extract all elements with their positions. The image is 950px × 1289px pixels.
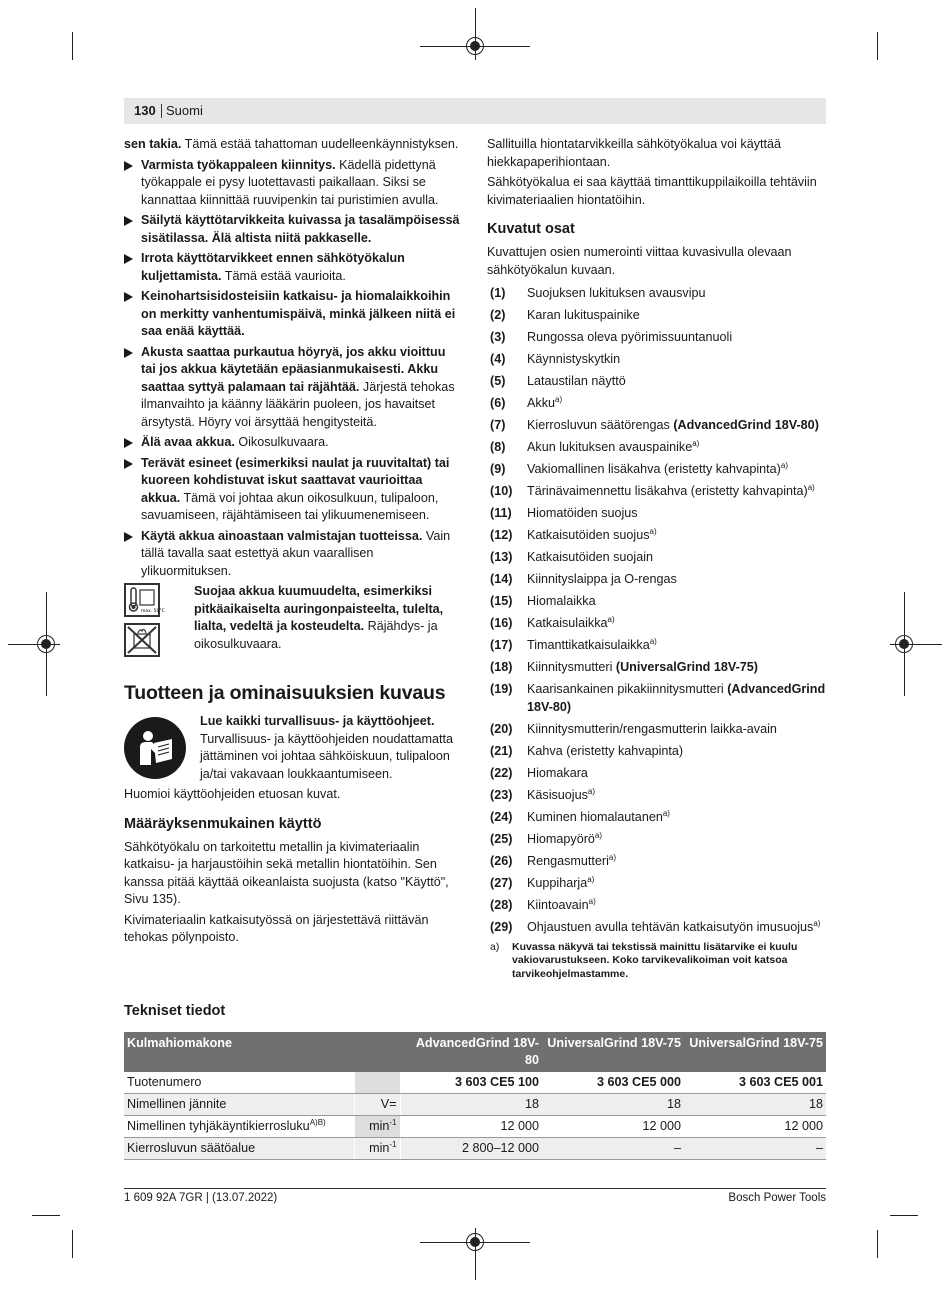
read-manual-icon [124, 717, 186, 779]
part-item [487, 637, 827, 655]
part-item [487, 897, 827, 915]
part-footnote-ref: a) [807, 482, 815, 492]
bullet-triangle-icon [124, 532, 133, 542]
parts-title: Kuvatut osat [487, 221, 575, 237]
read-instructions-warning [124, 713, 462, 783]
page-number: 130 [134, 103, 156, 118]
part-number: (26) [490, 853, 513, 868]
part-number: (16) [490, 616, 513, 630]
part-footnote-ref: a) [587, 874, 595, 884]
header-language: Suomi [166, 103, 203, 118]
part-number: (28) [490, 897, 513, 912]
tech-value: 2 800–12 000 [400, 1138, 542, 1160]
part-label: Akku [527, 396, 555, 410]
part-item [487, 329, 827, 347]
intended-use-title: Määräyksenmukainen käyttö [124, 815, 322, 832]
part-item [487, 461, 827, 479]
part-item [487, 505, 827, 523]
part-number: (25) [490, 831, 513, 846]
intended-use-dust-text: Kivimateriaalin katkaisutyössä on järjestettävä riittävän tehokas pölynpoisto. [124, 912, 429, 944]
part-number: (27) [490, 875, 513, 890]
registration-mark-icon [466, 37, 484, 55]
part-label: Rengasmutteri [527, 853, 609, 868]
safety-bullet: Irrota käyttötarvikkeet ennen sähkötyökalun kuljettamista. Tämä estää vaurioita. [124, 250, 462, 285]
heat-warning-text: Suojaa akkua kuumuudelta, esimerkiksi pitkäaikaiselta auringonpaisteelta, tulelta, lialta, vedeltä ja kosteudelta. Räjähdys- ja oikosulkuvaara. [194, 584, 444, 651]
tech-value: 12 000 [684, 1116, 826, 1138]
part-item [487, 681, 827, 716]
left-column [124, 136, 462, 950]
part-label: Hiomatöiden suojus [527, 506, 638, 520]
safety-bullet: Käytä akkua ainoastaan valmistajan tuotteissa. Vain tällä tavalla saat estettyä akun vaarallisen ylikuormituksen. [124, 528, 462, 581]
part-label: Katkaisutöiden suojus [527, 528, 650, 542]
part-footnote-ref: a) [649, 636, 657, 646]
part-item [487, 439, 827, 457]
part-label: Suojuksen lukituksen avausvipu [527, 286, 706, 300]
thermometer-icon [124, 583, 165, 617]
tech-unit: V= [354, 1094, 400, 1116]
part-item [487, 615, 827, 633]
tech-value: – [684, 1138, 826, 1160]
part-number: (9) [490, 462, 506, 476]
part-label: Kaarisankainen pikakiinnitysmutteri [527, 682, 728, 696]
safety-bullet-list [124, 157, 462, 581]
tech-value: 3 603 CE5 100 [400, 1072, 542, 1094]
part-item [487, 417, 827, 435]
note-text: Huomioi käyttöohjeiden etuosan kuvat. [124, 787, 341, 801]
part-footnote-ref: a) [594, 830, 603, 840]
part-item [487, 307, 827, 325]
part-footnote-ref: a) [588, 896, 596, 906]
part-label: Rungossa oleva pyörimissuuntanuoli [527, 330, 733, 344]
tech-header-cell: Kulmahiomakone [124, 1032, 354, 1072]
part-number: (24) [490, 809, 513, 824]
footnote [487, 941, 827, 982]
part-number: (22) [490, 765, 513, 780]
part-footnote-ref: a) [662, 808, 670, 818]
crop-mark [890, 1215, 918, 1216]
part-number: (18) [490, 660, 513, 674]
section-title: Tuotteen ja ominaisuuksien kuvaus [124, 682, 446, 704]
tech-row [124, 1072, 826, 1094]
part-item [487, 549, 827, 567]
tech-label: Nimellinen tyhjäkäyntikierrosluku$^{A)B)}$ [124, 1116, 354, 1138]
part-number: (19) [490, 682, 513, 696]
crop-mark [877, 32, 878, 60]
tech-value: 18 [542, 1094, 684, 1116]
part-footnote-ref: a) [555, 394, 563, 404]
part-number: (17) [490, 638, 513, 652]
part-label: Kuminen hiomalautanen [527, 809, 663, 824]
part-label: Timanttikatkaisulaikka [527, 638, 650, 652]
heat-warning [124, 583, 462, 663]
part-footnote-ref: a) [607, 614, 615, 624]
tech-label: Nimellinen jännite [124, 1094, 354, 1116]
tech-header-cell [354, 1032, 400, 1072]
bullet-triangle-icon [124, 216, 133, 226]
part-label: Tärinävaimennettu lisäkahva (eristetty kahvapinta) [527, 484, 808, 498]
tech-row [124, 1138, 826, 1160]
part-item [487, 351, 827, 369]
tech-label: Kierrosluvun säätöalue [124, 1138, 354, 1160]
part-number: (21) [490, 743, 513, 758]
part-item [487, 373, 827, 391]
parts-intro: Kuvattujen osien numerointi viittaa kuvasivulla olevaan sähkötyökalun kuvaan. [487, 245, 792, 277]
part-footnote-ref: a) [780, 460, 788, 470]
part-label: Kiinnitysmutteri [527, 660, 616, 674]
no-fire-icon [124, 623, 160, 657]
part-number: (4) [490, 352, 506, 366]
header-divider [161, 104, 162, 118]
tech-value: 12 000 [542, 1116, 684, 1138]
footer-brand: Bosch Power Tools [728, 1192, 826, 1204]
part-label: Käynnistyskytkin [527, 352, 621, 366]
footer-rule [124, 1188, 826, 1189]
bullet-triangle-icon [124, 292, 133, 302]
part-number: (1) [490, 286, 506, 300]
tech-value: – [542, 1138, 684, 1160]
part-number: (7) [490, 418, 506, 432]
tech-header-cell: UniversalGrind 18V-75 [684, 1032, 826, 1072]
bullet-triangle-icon [124, 438, 133, 448]
part-item [487, 919, 827, 937]
part-footnote-ref: a) [813, 918, 821, 928]
part-number: (6) [490, 396, 506, 410]
part-label: Kahva (eristetty kahvapinta) [527, 743, 684, 758]
footer-document-id: 1 609 92A 7GR | (13.07.2022) [124, 1192, 278, 1204]
tech-unit [354, 1072, 400, 1094]
part-footnote-ref: a) [587, 786, 596, 796]
tech-header-cell: AdvancedGrind 18V-80 [400, 1032, 542, 1072]
svg-text:max. 50°C: max. 50°C [141, 609, 165, 614]
part-label: Ohjaustuen avulla tehtävän katkaisutyön imusuojus [527, 919, 814, 934]
safety-bullet: Älä avaa akkua. Oikosulkuvaara. [124, 434, 462, 452]
part-number: (13) [490, 550, 513, 564]
part-label: Akun lukituksen avauspainike [527, 440, 693, 454]
part-label: Kierrosluvun säätörengas [527, 418, 674, 432]
part-number: (12) [490, 528, 513, 542]
page-header [124, 98, 826, 124]
bullet-triangle-icon [124, 348, 133, 358]
tech-value: 3 603 CE5 001 [684, 1072, 826, 1094]
parts-list [487, 285, 827, 936]
part-label: Lataustilan näyttö [527, 374, 626, 388]
registration-mark-icon [895, 635, 913, 653]
part-number: (3) [490, 330, 506, 344]
safety-bullet: Terävät esineet (esimerkiksi naulat ja ruuvitaltat) tai kuoreen kohdistuvat iskut saattavat vaurioittaa akkua. Tämä voi johtaa akun oikosulkuun, tulipaloon, savuamiseen, räjähtämiseen tai ylikuumenemiseen. [124, 455, 462, 525]
part-number: (15) [490, 594, 513, 608]
part-number: (23) [490, 787, 513, 802]
tech-row [124, 1094, 826, 1116]
part-label: Hiomakara [527, 765, 588, 780]
tech-row [124, 1116, 826, 1138]
part-item [487, 659, 827, 677]
part-item [487, 571, 827, 589]
part-label: Hiomalaikka [527, 594, 596, 608]
part-number: (14) [490, 572, 513, 586]
tech-table [124, 1032, 826, 1160]
bullet-triangle-icon [124, 459, 133, 469]
part-label: Karan lukituspainike [527, 308, 640, 322]
crop-mark [32, 1215, 60, 1216]
diamond-warning-text: Sähkötyökalua ei saa käyttää timanttikuppilaikoilla tehtäviin kivimateriaalien hiontatöihin. [487, 175, 817, 207]
intended-use-text: Sähkötyökalu on tarkoitettu metallin ja kivimateriaalin katkaisu- ja harjaustöihin sekä metallin hiontatöihin. Sen kanssa pitää käyttää oikeanlaista suojusta (katso "Käyttö", Sivu 135). [124, 839, 449, 906]
part-number: (29) [490, 919, 513, 934]
tech-value: 3 603 CE5 000 [542, 1072, 684, 1094]
safety-bullet: Keinohartsisidosteisiin katkaisu- ja hiomalaikkoihin on merkitty vanhentumispäivä, minkä jälkeen niitä ei saa enää käyttää. [124, 288, 462, 341]
tech-unit: $\min^{-1}$ [354, 1116, 400, 1138]
safety-bullet: Säilytä käyttötarvikkeita kuivassa ja tasalämpöisessä sisätilassa. Älä altista niitä pakkaselle. [124, 212, 462, 247]
part-label: Vakiomallinen lisäkahva (eristetty kahvapinta) [527, 462, 781, 476]
tech-header-cell: UniversalGrind 18V-75 [542, 1032, 684, 1072]
crop-mark [877, 1230, 878, 1258]
part-label: Kiinnityslaippa ja O-rengas [527, 572, 677, 586]
tech-title: Tekniset tiedot [124, 1003, 226, 1019]
part-label: Kiintoavain [527, 897, 589, 912]
part-label: Katkaisulaikka [527, 616, 608, 630]
tech-value: 18 [684, 1094, 826, 1116]
part-item [487, 853, 827, 871]
right-column [487, 136, 827, 981]
part-item [487, 527, 827, 545]
part-model: (AdvancedGrind 18V-80) [527, 682, 826, 714]
part-item [487, 809, 827, 827]
part-number: (11) [490, 506, 512, 520]
part-model: (UniversalGrind 18V-75) [615, 660, 758, 674]
tech-value: 18 [400, 1094, 542, 1116]
tech-value: 12 000 [400, 1116, 542, 1138]
footnote-mark: a) [490, 940, 500, 953]
part-label: Käsisuojus [527, 787, 588, 802]
bullet-triangle-icon [124, 161, 133, 171]
part-label: Kiinnitysmutterin/rengasmutterin laikka-avain [527, 721, 777, 736]
intro-text: sen takia. Tämä estää tahattoman uudelleenkäynnistyksen. [124, 137, 459, 151]
part-label: Kuppiharja [527, 875, 588, 890]
sanding-text: Sallituilla hiontatarvikkeilla sähkötyökalua voi käyttää hiekkapaperihiontaan. [487, 137, 782, 169]
part-item [487, 721, 827, 739]
safety-bullet: Akusta saattaa purkautua höyryä, jos akku vioittuu tai jos akkua käytetään epäasianmukaisesti. Akku saattaa syttyä palamaan tai räjähtää. Järjestä tehokas ilmanvaihto ja käänny lääkärin puoleen, jos havaitset ärsytystä. Höyry voi ärsyttää hengitysteitä. [124, 344, 462, 432]
part-label: Hiomapyörö [527, 831, 595, 846]
registration-mark-icon [466, 1233, 484, 1251]
part-footnote-ref: a) [649, 526, 657, 536]
part-item [487, 743, 827, 761]
part-model: (AdvancedGrind 18V-80) [673, 418, 819, 432]
part-item [487, 395, 827, 413]
bullet-triangle-icon [124, 254, 133, 264]
crop-mark [72, 32, 73, 60]
registration-mark-icon [37, 635, 55, 653]
part-footnote-ref: a) [608, 852, 617, 862]
part-item [487, 875, 827, 893]
part-number: (5) [490, 374, 506, 388]
part-number: (2) [490, 308, 506, 322]
tech-label: Tuotenumero [124, 1072, 354, 1094]
crop-mark [72, 1230, 73, 1258]
footnote-text: Kuvassa näkyvä tai tekstissä mainittu lisätarvike ei kuulu vakiovarustukseen. Koko tarvikevalikoiman voit katsoa tarvikeohjelmastamme. [512, 940, 798, 980]
part-item [487, 831, 827, 849]
part-number: (10) [490, 484, 513, 498]
part-number: (8) [490, 440, 506, 454]
part-footnote-ref: a) [692, 438, 700, 448]
tech-unit: $\min^{-1}$ [354, 1138, 400, 1160]
safety-bullet: Varmista työkappaleen kiinnitys. Kädellä pidettynä työkappale ei pysy luotettavasti paikallaan. Siksi se kannattaa kiinnittää ruuvipenkin tai puristimien avulla. [124, 157, 462, 210]
part-number: (20) [490, 721, 513, 736]
part-item [487, 765, 827, 783]
tech-table-header [124, 1032, 826, 1072]
part-item [487, 285, 827, 303]
part-item [487, 593, 827, 611]
part-item [487, 787, 827, 805]
part-item [487, 483, 827, 501]
part-label: Katkaisutöiden suojain [527, 550, 654, 564]
read-warning-text: Lue kaikki turvallisuus- ja käyttöohjeet. Turvallisuus- ja käyttöohjeiden noudattamatta jättäminen voi johtaa sähköiskuun, tulipaloon ja/tai vakavaan loukkaantumiseen. [200, 714, 453, 781]
